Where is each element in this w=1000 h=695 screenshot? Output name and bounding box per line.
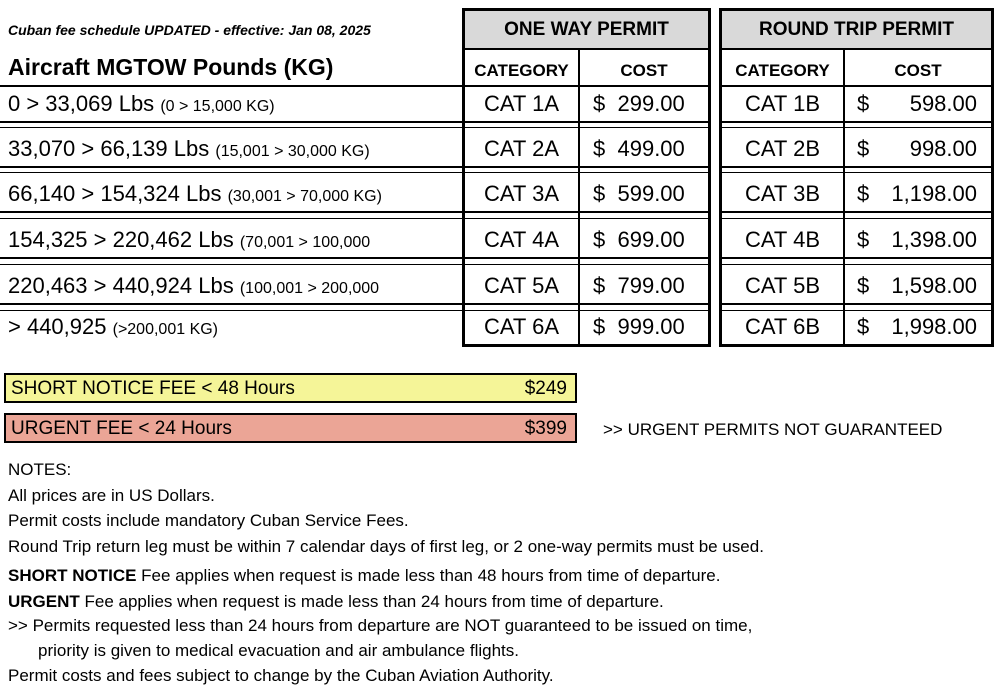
weight-column-header: Aircraft MGTOW Pounds (KG) bbox=[8, 54, 334, 80]
short-notice-fee-label: SHORT NOTICE FEE < 48 Hours bbox=[11, 378, 295, 399]
row-divider bbox=[0, 85, 463, 87]
row-divider bbox=[0, 257, 463, 259]
round-trip-cost-3: 1,198.00 bbox=[891, 181, 977, 206]
round-trip-currency-2: $ bbox=[857, 136, 870, 161]
row-divider bbox=[722, 310, 991, 311]
row-divider bbox=[465, 310, 708, 311]
weight-row-3: 66,140 > 154,324 Lbs (30,001 > 70,000 KG) bbox=[8, 181, 382, 206]
round-trip-category-6: CAT 6B bbox=[745, 314, 820, 339]
column-divider bbox=[578, 50, 580, 344]
row-divider bbox=[722, 211, 991, 213]
round-trip-permit-panel bbox=[719, 8, 994, 347]
row-divider bbox=[722, 218, 991, 219]
round-trip-currency-3: $ bbox=[857, 181, 870, 206]
short-notice-fee-box bbox=[4, 373, 577, 403]
row-divider bbox=[722, 257, 991, 259]
round-trip-cost-header: COST bbox=[894, 61, 942, 80]
round-trip-cost-6: 1,998.00 bbox=[891, 314, 977, 339]
row-divider bbox=[0, 264, 463, 265]
urgent-fee-amount: $399 bbox=[524, 418, 567, 439]
row-divider bbox=[0, 166, 463, 168]
one-way-cost-4: $ 699.00 bbox=[593, 227, 685, 252]
weight-row-6: > 440,925 (>200,001 KG) bbox=[8, 314, 219, 339]
one-way-cost-header: COST bbox=[620, 61, 668, 80]
row-divider bbox=[722, 127, 991, 128]
row-divider bbox=[0, 127, 463, 128]
one-way-header: ONE WAY PERMIT bbox=[465, 11, 708, 50]
row-divider bbox=[465, 211, 708, 213]
urgent-not-guaranteed-note: >> URGENT PERMITS NOT GUARANTEED bbox=[603, 420, 943, 439]
row-divider bbox=[465, 257, 708, 259]
round-trip-category-header: CATEGORY bbox=[735, 61, 830, 80]
note-line-6: >> Permits requested less than 24 hours from departure are NOT guaranteed to be issued on time, bbox=[8, 616, 753, 635]
note-line-8: Permit costs and fees subject to change by the Cuban Aviation Authority. bbox=[8, 666, 554, 685]
round-trip-category-5: CAT 5B bbox=[745, 273, 820, 298]
one-way-cost-2: $ 499.00 bbox=[593, 136, 685, 161]
urgent-fee-label: URGENT FEE < 24 Hours bbox=[11, 418, 232, 439]
round-trip-category-1: CAT 1B bbox=[745, 91, 820, 116]
one-way-category-4: CAT 4A bbox=[484, 227, 559, 252]
row-divider bbox=[465, 85, 708, 87]
one-way-cost-1: $ 299.00 bbox=[593, 91, 685, 116]
round-trip-cost-1: 598.00 bbox=[909, 91, 977, 116]
row-divider bbox=[465, 121, 708, 123]
one-way-category-3: CAT 3A bbox=[484, 181, 559, 206]
one-way-cost-5: $ 799.00 bbox=[593, 273, 685, 298]
one-way-category-6: CAT 6A bbox=[484, 314, 559, 339]
one-way-category-2: CAT 2A bbox=[484, 136, 559, 161]
row-divider bbox=[0, 303, 463, 305]
one-way-category-5: CAT 5A bbox=[484, 273, 559, 298]
one-way-permit-panel bbox=[462, 8, 711, 347]
schedule-title: Cuban fee schedule UPDATED - effective: Jan 08, 2025 bbox=[8, 22, 371, 38]
urgent-fee-box bbox=[4, 413, 577, 443]
round-trip-currency-6: $ bbox=[857, 314, 870, 339]
row-divider bbox=[0, 172, 463, 173]
round-trip-category-2: CAT 2B bbox=[745, 136, 820, 161]
round-trip-cost-4: 1,398.00 bbox=[891, 227, 977, 252]
row-divider bbox=[465, 264, 708, 265]
row-divider bbox=[465, 303, 708, 305]
round-trip-header: ROUND TRIP PERMIT bbox=[722, 11, 991, 50]
round-trip-currency-1: $ bbox=[857, 91, 870, 116]
row-divider bbox=[722, 85, 991, 87]
one-way-cost-3: $ 599.00 bbox=[593, 181, 685, 206]
round-trip-currency-5: $ bbox=[857, 273, 870, 298]
note-line-4: SHORT NOTICE Fee applies when request is made less than 48 hours from time of departure. bbox=[8, 566, 721, 585]
row-divider bbox=[722, 121, 991, 123]
round-trip-cost-5: 1,598.00 bbox=[891, 273, 977, 298]
weight-row-5: 220,463 > 440,924 Lbs (100,001 > 200,000 bbox=[8, 273, 380, 298]
row-divider bbox=[465, 172, 708, 173]
row-divider bbox=[722, 172, 991, 173]
one-way-category-1: CAT 1A bbox=[484, 91, 559, 116]
one-way-category-header: CATEGORY bbox=[474, 61, 569, 80]
row-divider bbox=[465, 218, 708, 219]
row-divider bbox=[0, 310, 463, 311]
note-line-3: Round Trip return leg must be within 7 calendar days of first leg, or 2 one-way permits must be used. bbox=[8, 537, 764, 556]
short-notice-fee-amount: $249 bbox=[524, 378, 567, 399]
weight-row-2: 33,070 > 66,139 Lbs (15,001 > 30,000 KG) bbox=[8, 136, 370, 161]
row-divider bbox=[0, 121, 463, 123]
row-divider bbox=[722, 166, 991, 168]
column-divider bbox=[843, 50, 845, 344]
row-divider bbox=[465, 127, 708, 128]
round-trip-category-4: CAT 4B bbox=[745, 227, 820, 252]
note-line-5: URGENT Fee applies when request is made less than 24 hours from time of departure. bbox=[8, 592, 664, 611]
row-divider bbox=[0, 218, 463, 219]
row-divider bbox=[465, 166, 708, 168]
row-divider bbox=[0, 211, 463, 213]
one-way-cost-6: $ 999.00 bbox=[593, 314, 685, 339]
notes-heading: NOTES: bbox=[8, 460, 72, 479]
row-divider bbox=[722, 264, 991, 265]
note-line-2: Permit costs include mandatory Cuban Service Fees. bbox=[8, 511, 409, 530]
note-line-7: priority is given to medical evacuation and air ambulance flights. bbox=[38, 641, 519, 660]
round-trip-currency-4: $ bbox=[857, 227, 870, 252]
weight-row-1: 0 > 33,069 Lbs (0 > 15,000 KG) bbox=[8, 91, 275, 116]
round-trip-category-3: CAT 3B bbox=[745, 181, 820, 206]
row-divider bbox=[722, 303, 991, 305]
round-trip-cost-2: 998.00 bbox=[909, 136, 977, 161]
note-line-1: All prices are in US Dollars. bbox=[8, 486, 215, 505]
weight-row-4: 154,325 > 220,462 Lbs (70,001 > 100,000 bbox=[8, 227, 371, 252]
